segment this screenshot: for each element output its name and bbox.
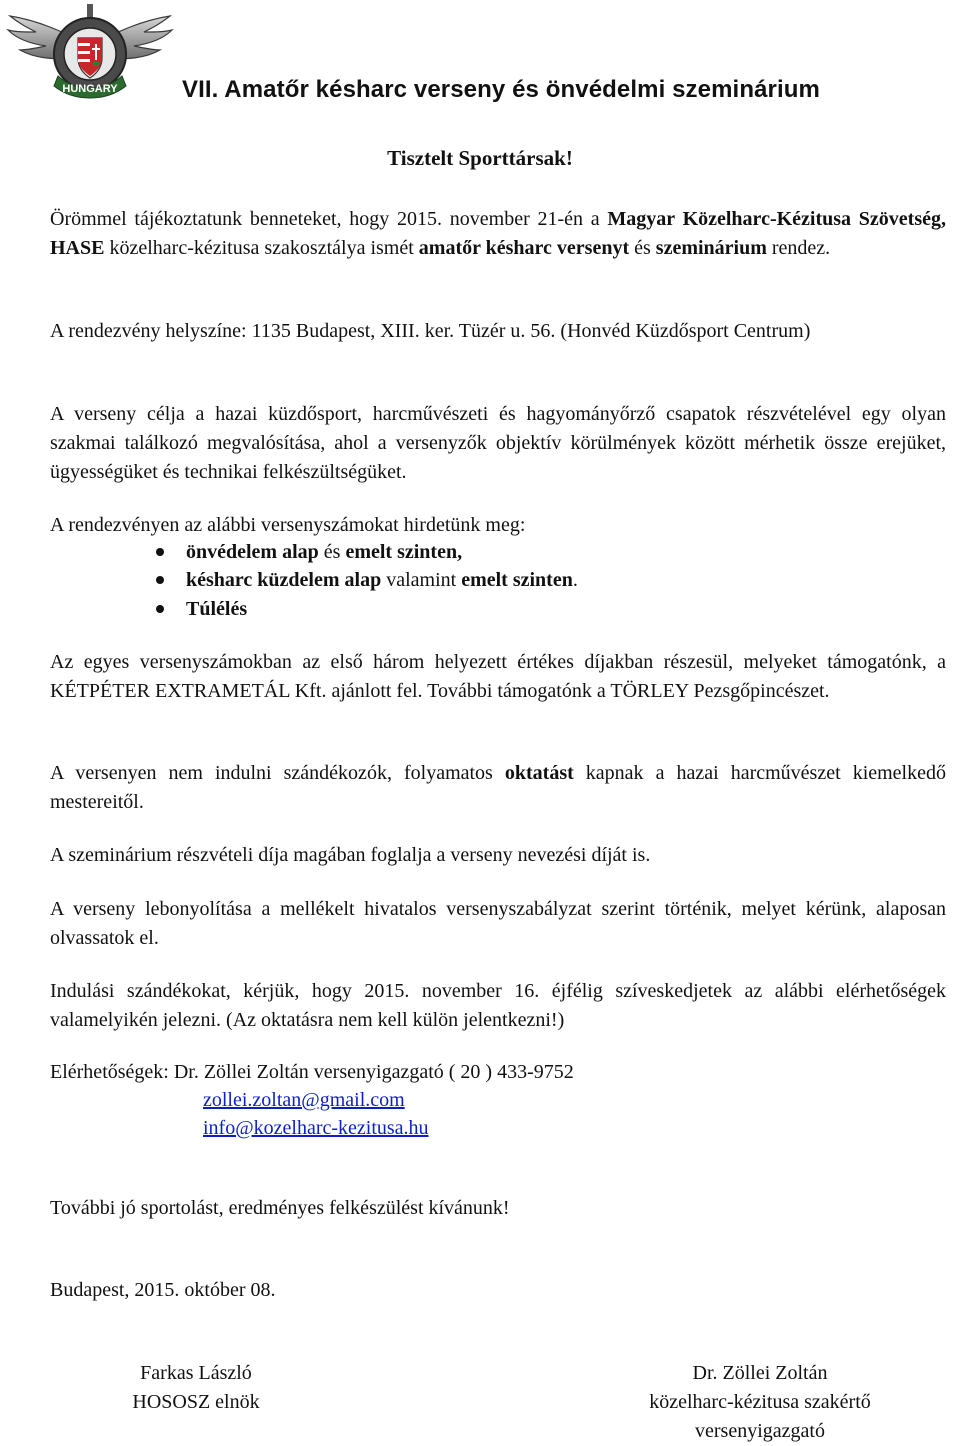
registration-paragraph: Indulási szándékokat, kérjük, hogy 2015. november 16. éjfélig szíveskedjetek az alábbi elérhetőségek valamelyikén jelezni. (Az oktatásra nem kell külön jelentkezni!) xyxy=(50,980,946,1031)
rules-paragraph: A verseny lebonyolítása a mellékelt hivatalos versenyszabályzat szerint történik, melyet kérünk, alaposan olvassatok el. xyxy=(50,898,946,949)
signer-name: Dr. Zöllei Zoltán xyxy=(692,1362,828,1384)
date-line: Budapest, 2015. október 08. xyxy=(50,1279,276,1301)
signer-name: Farkas László xyxy=(140,1362,252,1384)
bullet-icon xyxy=(156,605,164,613)
signature-right xyxy=(610,1359,910,1446)
signer-role: közelharc-kézitusa szakértő xyxy=(649,1391,871,1413)
document-title: VII. Amatőr késharc verseny és önvédelmi szeminárium xyxy=(182,76,820,103)
bullet-icon xyxy=(156,548,164,556)
event-item: késharc küzdelem alap valamint emelt szinten. xyxy=(186,566,578,594)
signer-role: HOSOSZ elnök xyxy=(132,1391,260,1413)
bullet-icon xyxy=(156,576,164,584)
email-link-zollei[interactable]: zollei.zoltan@gmail.com xyxy=(203,1089,405,1111)
closing-line: További jó sportolást, eredményes felkészülést kívánunk! xyxy=(50,1197,510,1219)
goal-paragraph: A verseny célja a hazai küzdősport, harcművészeti és hagyományőrző csapatok részvételével egy olyan szakmai találkozó megvalósítása, ahol a versenyzők objektív körülmények között mérhetik össze erejüket, ügyességüket és technikai felkészültségüket. xyxy=(50,403,946,483)
hungary-association-logo xyxy=(6,2,174,102)
fee-paragraph: A szeminárium részvételi díja magában foglalja a verseny nevezési díját is. xyxy=(50,844,651,866)
venue-paragraph: A rendezvény helyszíne: 1135 Budapest, XIII. ker. Tüzér u. 56. (Honvéd Küzdősport Centrum) xyxy=(50,320,811,342)
contact-email-row xyxy=(203,1114,903,1143)
email-link-info[interactable]: info@kozelharc-kezitusa.hu xyxy=(203,1117,429,1139)
contact-line: Elérhetőségek: Dr. Zöllei Zoltán versenyigazgató ( 20 ) 433-9752 xyxy=(50,1061,574,1083)
intro-paragraph: Örömmel tájékoztatunk benneteket, hogy 2015. november 21-én a Magyar Közelharc-Kézitusa Szövetség, HASE közelharc-kézitusa szakosztálya ismét amatőr késharc versenyt és szeminárium rendez. xyxy=(50,208,946,259)
greeting: Tisztelt Sporttársak! xyxy=(387,146,573,170)
logo-text: HUNGARY xyxy=(62,83,118,95)
contact-email-row xyxy=(203,1086,903,1115)
signer-role: versenyigazgató xyxy=(695,1420,825,1442)
event-item: önvédelem alap és emelt szinten, xyxy=(186,538,462,566)
prizes-paragraph: Az egyes versenyszámokban az első három helyezett értékes díjakban részesül, melyeket támogatónk, a KÉTPÉTER EXTRAMETÁL Kft. ajánlott fel. További támogatónk a TÖRLEY Pezsgőpincészet. xyxy=(50,651,946,702)
event-item: Túlélés xyxy=(186,595,247,623)
events-intro: A rendezvényen az alábbi versenyszámokat hirdetünk meg: xyxy=(50,514,526,536)
signature-left xyxy=(96,1359,296,1417)
training-paragraph: A versenyen nem indulni szándékozók, folyamatos oktatást kapnak a hazai harcművészet kiemelkedő mestereitől. xyxy=(50,762,946,813)
